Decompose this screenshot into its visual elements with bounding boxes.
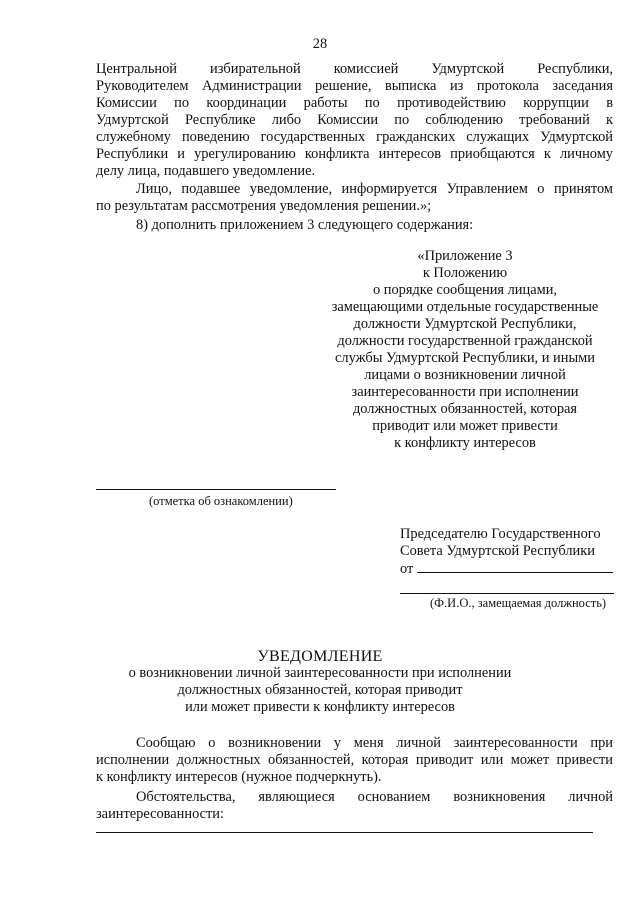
text-line: Республики и урегулированию конфликта интересов приобщаются к личному <box>96 146 613 162</box>
text-line-content: Сообщаю о возникновении у меня личной заинтересованности при <box>136 735 613 751</box>
text-line-content: Обстоятельства, являющиеся основанием возникновения личной <box>136 789 613 805</box>
notice-body-circumstances <box>96 789 613 823</box>
fio-blank-line <box>400 593 614 594</box>
from-row <box>400 560 620 577</box>
text-line: заинтересованности: <box>96 806 224 822</box>
appendix-line: приводит или может привести <box>372 418 558 434</box>
text-line <box>96 217 613 234</box>
circumstances-blank-line <box>96 832 593 833</box>
subtitle-line: или может привести к конфликту интересов <box>185 699 455 715</box>
text-line: по результатам рассмотрения уведомления решении.»; <box>96 198 432 214</box>
appendix-line: должностных обязанностей, которая <box>352 401 578 417</box>
text-line <box>96 735 613 752</box>
text-line: служебному поведению государственных гражданских служащих Удмуртской <box>96 129 613 145</box>
from-label: от <box>400 561 414 577</box>
appendix-line: службы Удмуртской Республики, и иными <box>335 350 595 366</box>
addressee-block <box>400 526 620 577</box>
notice-subtitle <box>0 665 640 716</box>
appendix-line: о порядке сообщения лицами, <box>372 282 557 298</box>
text-line: делу лица, подавшего уведомление. <box>96 163 316 179</box>
text-line: Удмуртской Республике либо Комиссии по соблюдению требований к <box>96 112 613 128</box>
appendix-line: к Положению <box>422 265 508 281</box>
text-line: исполнении должностных обязанностей, которая приводит или может привести <box>96 752 613 768</box>
appendix-line: заинтересованности при исполнении <box>351 384 579 400</box>
appendix-line: должности государственной гражданской <box>337 333 593 349</box>
text-line: к конфликту интересов (нужное подчеркнуть). <box>96 769 382 785</box>
subtitle-line: о возникновении личной заинтересованности при исполнении <box>128 665 512 681</box>
addressee-line: Совета Удмуртской Республики <box>400 543 595 559</box>
appendix-title: «Приложение 3 <box>417 248 513 264</box>
text-line: Руководителем Администрации решение, выписка из протокола заседания <box>96 78 613 94</box>
appendix-line: замещающими отдельные государственные <box>331 299 599 315</box>
page-number: 28 <box>312 36 328 52</box>
text-line <box>96 181 613 198</box>
notice-body-statement <box>96 735 613 786</box>
from-blank-line <box>417 560 613 573</box>
subtitle-line: должностных обязанностей, которая приводит <box>177 682 463 698</box>
text-line: Комиссии по координации работы по противодействию коррупции в <box>96 95 613 111</box>
paragraph-commission-decision <box>96 61 613 180</box>
addressee-line: Председателю Государственного <box>400 526 601 542</box>
acknowledgement-caption: (отметка об ознакомлении) <box>149 494 293 508</box>
paragraph-add-appendix <box>96 217 613 234</box>
appendix-header <box>310 248 620 452</box>
text-line-content: Лицо, подавшее уведомление, информируется Управлением о принятом <box>136 181 613 197</box>
text-line: Центральной избирательной комиссией Удмуртской Республики, <box>96 61 613 77</box>
paragraph-notification-result <box>96 181 613 215</box>
notice-title: УВЕДОМЛЕНИЕ <box>257 648 383 665</box>
fio-caption: (Ф.И.О., замещаемая должность) <box>430 596 607 610</box>
appendix-line: должности Удмуртской Республики, <box>353 316 577 332</box>
appendix-line: к конфликту интересов <box>394 435 536 451</box>
appendix-line: лицами о возникновении личной <box>364 367 566 383</box>
text-line <box>96 789 613 806</box>
acknowledgement-line <box>96 489 336 490</box>
text-line-content: 8) дополнить приложением 3 следующего содержания: <box>136 217 474 233</box>
